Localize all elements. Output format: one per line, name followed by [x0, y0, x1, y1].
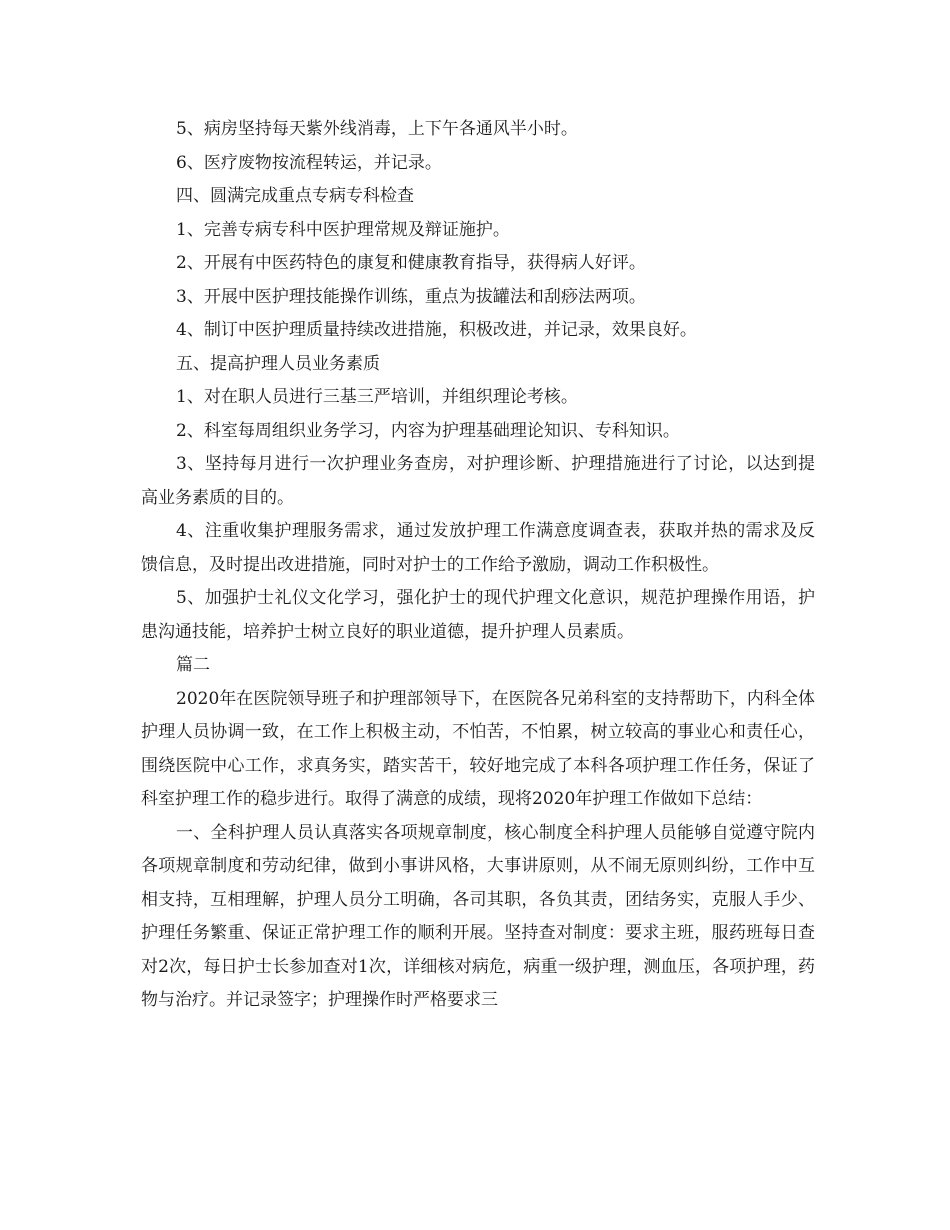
paragraph-3: 1、完善专病专科中医护理常规及辩证施护。	[176, 219, 510, 240]
paragraph-8: 2、科室每周组织业务学习，内容为护理基础理论知识、专科知识。	[176, 420, 680, 441]
document-body	[141, 113, 815, 1018]
paragraph-12: 2020年在医院领导班子和护理部领导下，在医院各兄弟科室的支持帮助下，内科全体护理人员协调一致，在工作上积极主动，不怕苦，不怕累，树立较高的事业心和责任心，围绕医院中心工作，求真务实，踏实苦干，较好地完成了本科各项护理工作任务，保证了科室护理工作的稳步进行。取得了满意的成绩，现将2020年护理工作做如下总结：	[141, 688, 815, 809]
section-heading-4: 四、圆满完成重点专病专科检查	[176, 186, 414, 206]
paragraph-6: 4、制订中医护理质量持续改进措施，积极改进，并记录，效果良好。	[176, 320, 697, 340]
paragraph-13: 一、全科护理人员认真落实各项规章制度，核心制度全科护理人员能够自觉遵守院内各项规章制度和劳动纪律，做到小事讲风格，大事讲原则，从不闹无原则纠纷，工作中互相支持，互相理解，护理人员分工明确，各司其职，各负其责，团结务实，克服人手少、护理任务繁重、保证正常护理工作的顺利开展。坚持查对制度：要求主班，服药班每日查对2次，每日护士长参加查对1次，详细核对病危，病重一级护理，测血压，各项护理，药物与治疗。并记录签字；护理操作时严格要求三	[141, 822, 815, 1010]
paragraph-10: 4、注重收集护理服务需求，通过发放护理工作满意度调查表，获取并热的需求及反馈信息，及时提出改进措施，同时对护士的工作给予激励，调动工作积极性。	[141, 521, 815, 575]
paragraph-7: 1、对在职人员进行三基三严培训，并组织理论考核。	[176, 387, 578, 407]
paragraph-9: 3、坚持每月进行一次护理业务查房，对护理诊断、护理措施进行了讨论，以达到提高业务素质的目的。	[141, 454, 815, 508]
section-heading-5: 五、提高护理人员业务素质	[176, 353, 380, 374]
paragraph-1: 5、病房坚持每天紫外线消毒，上下午各通风半小时。	[176, 119, 578, 139]
paragraph-2: 6、医疗废物按流程转运，并记录。	[176, 152, 442, 173]
paragraph-5: 3、开展中医护理技能操作训练，重点为拔罐法和刮痧法两项。	[176, 286, 646, 307]
paragraph-4: 2、开展有中医药特色的康复和健康教育指导，获得病人好评。	[176, 253, 646, 273]
chapter-heading-part-two: 篇二	[176, 655, 210, 675]
paragraph-11: 5、加强护士礼仪文化学习，强化护士的现代护理文化意识，规范护理操作用语，护患沟通技能，培养护士树立良好的职业道德，提升护理人员素质。	[141, 588, 815, 642]
